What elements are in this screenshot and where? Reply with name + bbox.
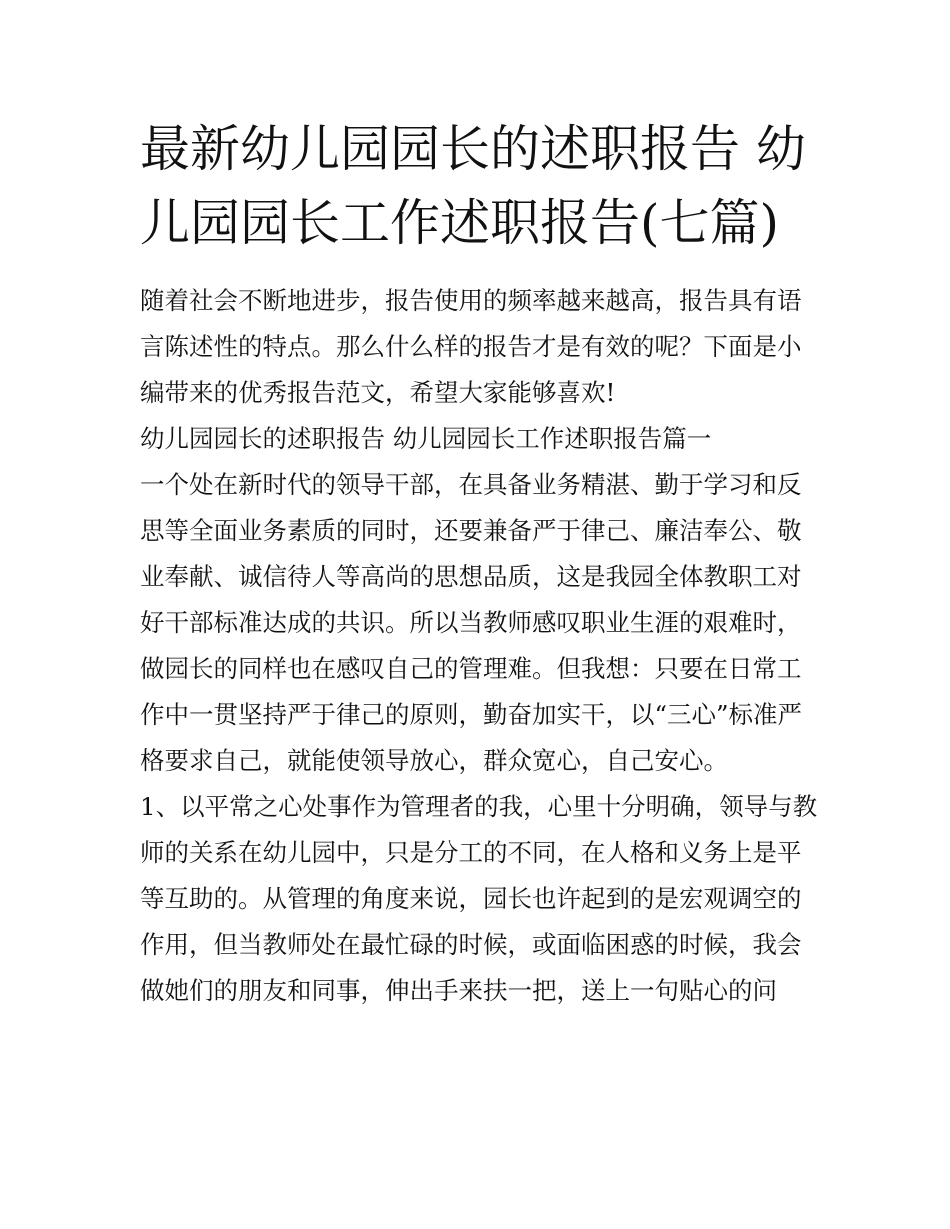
body-paragraph: 一个处在新时代的领导干部，在具备业务精湛、勤于学习和反思等全面业务素质的同时，还要兼备严于律己、廉洁奉公、敬业奉献、诚信待人等高尚的思想品质，这是我园全体教职工对好干部标准达成的共识。所以当教师感叹职业生涯的艰难时，做园长的同样也在感叹自己的管理难。但我想：只要在日常工作中一贯坚持严于律己的原则，勤奋加实干，以“三心”标准严格要求自己，就能使领导放心，群众宽心，自己安心。 xyxy=(140,470,803,775)
section-heading: 幼儿园园长的述职报告 幼儿园园长工作述职报告篇一 xyxy=(140,424,712,453)
document-title: 最新幼儿园园长的述职报告 幼儿园园长工作述职报告(七篇) xyxy=(140,120,806,252)
document-body xyxy=(140,278,820,1014)
intro-paragraph: 随着社会不断地进步，报告使用的频率越来越高，报告具有语言陈述性的特点。那么什么样的报告才是有效的呢？下面是小编带来的优秀报告范文，希望大家能够喜欢! xyxy=(140,286,802,407)
body-paragraph: 1、以平常之心处事作为管理者的我，心里十分明确，领导与教师的关系在幼儿园中，只是分工的不同，在人格和义务上是平等互助的。从管理的角度来说，园长也许起到的是宏观调空的作用，但当教师处在最忙碌的时候，或面临困惑的时候，我会做她们的朋友和同事，伸出手来扶一把，送上一句贴心的问 xyxy=(140,792,818,1005)
